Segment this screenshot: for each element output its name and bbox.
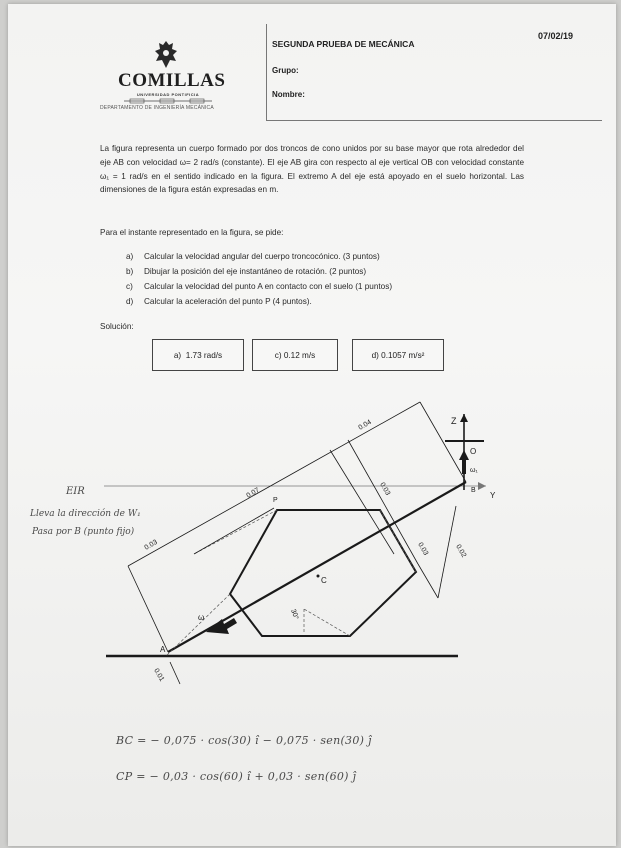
dim-001: 0.01	[152, 667, 166, 683]
answer-value: 0.1057 m/s²	[381, 350, 425, 360]
university-name: COMILLAS	[118, 70, 226, 91]
task-text: Dibujar la posición del eje instantáneo de rotación. (2 puntos)	[144, 267, 367, 276]
label-y: Y	[490, 491, 496, 500]
label-c: C	[321, 576, 327, 585]
label-p: P	[273, 497, 278, 504]
label-o: O	[470, 447, 477, 456]
task-key: a)	[126, 252, 134, 261]
dim-007: 0.07	[245, 486, 261, 500]
omega1-arrow-icon	[459, 450, 469, 474]
dim-004: 0.04	[357, 418, 373, 432]
task-text: Calcular la velocidad del punto A en contacto con el suelo (1 puntos)	[144, 282, 393, 291]
handwritten-note-1: Lleva la dirección de W₁	[30, 509, 141, 519]
task-item	[126, 252, 380, 261]
task-text: Calcular la velocidad angular del cuerpo troncocónico. (3 puntos)	[144, 252, 380, 261]
label-angle: 30°	[289, 608, 300, 621]
task-key: b)	[126, 267, 134, 276]
equation-bc: BC = − 0,075 · cos(30) î − 0,075 · sen(30) ĵ	[116, 734, 372, 747]
dim-003c: 0.03	[416, 541, 430, 557]
label-z: Z	[451, 416, 457, 426]
answer-box-d	[352, 339, 444, 371]
label-omega1: ω₁	[470, 467, 478, 474]
mechanics-diagram	[8, 394, 616, 724]
dim-002: 0.02	[454, 543, 468, 559]
answer-key: d)	[371, 350, 379, 360]
task-text: Calcular la aceleración del punto P (4 puntos).	[144, 297, 312, 306]
crest-icon	[153, 40, 179, 70]
z-arrow-icon	[460, 414, 468, 422]
university-subtitle: UNIVERSIDAD PONTIFICIA	[136, 92, 200, 97]
university-logo	[100, 40, 250, 125]
y-arrow-icon	[478, 482, 486, 490]
label-omega: ω	[198, 613, 205, 622]
dim-003a: 0.03	[143, 538, 159, 552]
answer-box-c	[252, 339, 338, 371]
equation-cp: CP = − 0,03 · cos(60) î + 0,03 · sen(60) ĵ	[116, 770, 357, 783]
exam-sheet	[8, 4, 616, 846]
task-item	[126, 282, 392, 291]
axis-ab	[168, 482, 466, 652]
logo-divider-icon	[124, 98, 212, 104]
handwritten-note-2: Pasa por B (punto fijo)	[32, 527, 135, 537]
dim-003b: 0.03	[378, 481, 392, 497]
dimension-lines	[128, 402, 466, 684]
double-cone-body	[230, 510, 416, 636]
point-c	[317, 575, 320, 578]
answer-key: a)	[173, 350, 182, 360]
task-key: d)	[126, 297, 134, 306]
answer-value: 1.73 rad/s	[185, 350, 223, 360]
solution-label: Solución:	[100, 322, 134, 331]
label-b: B	[471, 487, 476, 494]
exam-date: 07/02/19	[538, 31, 574, 41]
department-name: DEPARTAMENTO DE INGENIERÍA MECÁNICA	[100, 105, 214, 111]
handwritten-eir: EIR	[66, 486, 85, 497]
problem-prompt: Para el instante representado en la figura, se pide:	[100, 228, 284, 237]
group-label: Grupo:	[272, 66, 299, 75]
answer-key: c)	[274, 350, 282, 360]
task-item	[126, 267, 366, 276]
omega-arrow-icon	[206, 618, 237, 634]
task-item	[126, 297, 312, 306]
label-a: A	[160, 645, 166, 654]
answer-box-a	[152, 339, 244, 371]
task-key: c)	[126, 282, 133, 291]
name-label: Nombre:	[272, 90, 305, 99]
problem-statement: La figura representa un cuerpo formado por dos troncos de cono unidos por su base mayor que rota alrededor del eje AB con velocidad ω= 2 rad/s (constante). El eje AB gira con respecto al eje vertical OB con velocidad constante ω₁ = 1 rad/s en el sentido indicado en la figura. El extremo A del eje está apoyado en el suelo horizontal. Las dimensiones de la figura están expresadas en m.	[100, 144, 524, 195]
exam-title: SEGUNDA PRUEBA DE MECÁNICA	[272, 39, 415, 49]
answer-value: 0.12 m/s	[283, 350, 316, 360]
